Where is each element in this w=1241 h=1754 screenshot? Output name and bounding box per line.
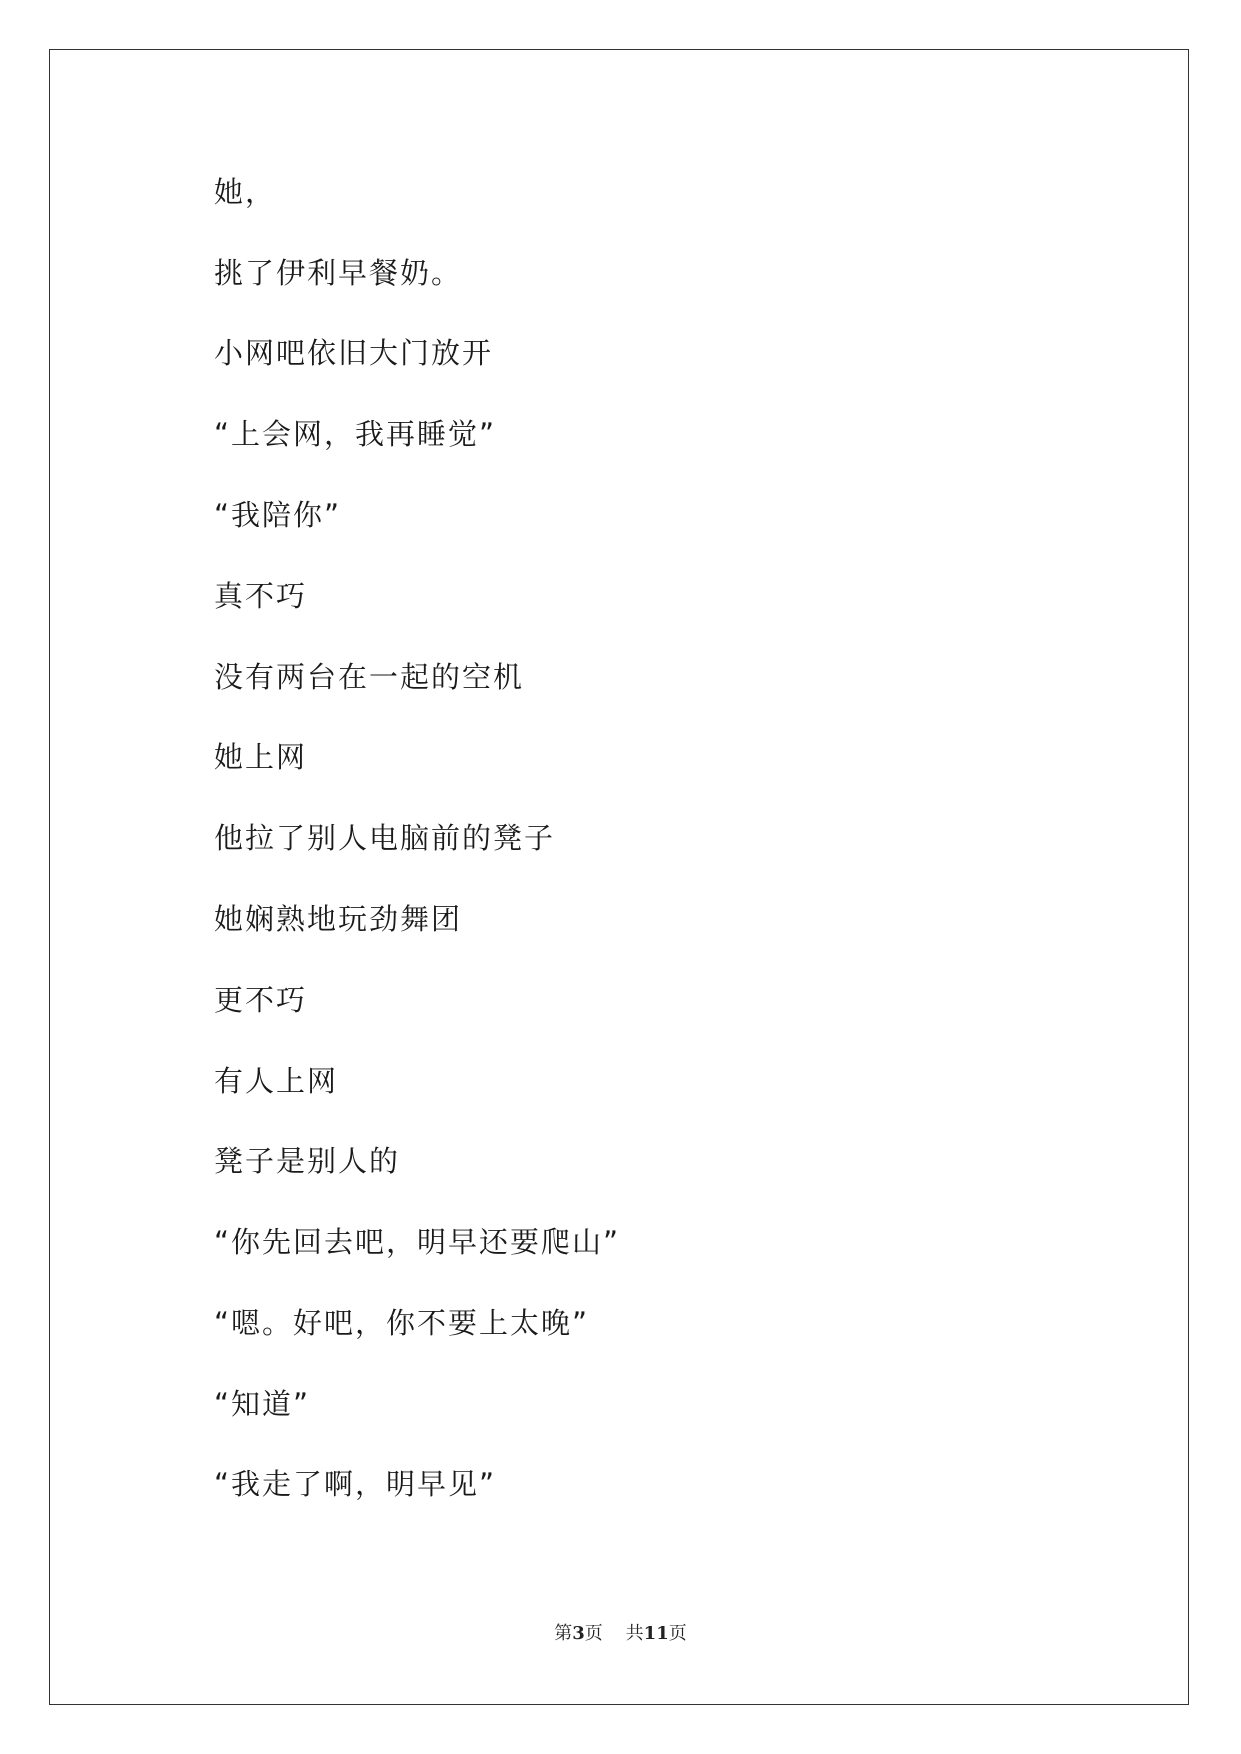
text-line: 小网吧依旧大门放开 <box>214 336 494 370</box>
text-line: “知道” <box>214 1387 311 1421</box>
text-line: 真不巧 <box>214 579 308 613</box>
page-prefix: 第 <box>554 1623 573 1644</box>
text-line: 有人上网 <box>214 1064 339 1098</box>
text-line: 她娴熟地玩劲舞团 <box>214 902 463 936</box>
text-line: “我走了啊，明早见” <box>214 1467 497 1501</box>
text-line: 挑了伊利早餐奶。 <box>214 256 463 290</box>
text-line: 凳子是别人的 <box>214 1144 401 1178</box>
text-line: “你先回去吧，明早还要爬山” <box>214 1225 621 1259</box>
total-pages: 11 <box>643 1623 669 1644</box>
page-suffix: 页 <box>584 1623 603 1644</box>
text-line: 她上网 <box>214 740 308 774</box>
text-line: “上会网，我再睡觉” <box>214 417 497 451</box>
text-line: 更不巧 <box>214 983 308 1017</box>
page-border <box>49 49 1189 1705</box>
total-prefix: 共 <box>625 1623 644 1644</box>
text-line: 她， <box>214 175 277 209</box>
text-line: 他拉了别人电脑前的凳子 <box>214 821 556 855</box>
text-line: “我陪你” <box>214 498 342 532</box>
total-suffix: 页 <box>668 1623 687 1644</box>
text-line: 没有两台在一起的空机 <box>214 660 525 694</box>
page-number: 3 <box>572 1623 585 1644</box>
text-line: “嗯。好吧，你不要上太晚” <box>214 1306 590 1340</box>
page-footer <box>0 1622 1241 1646</box>
